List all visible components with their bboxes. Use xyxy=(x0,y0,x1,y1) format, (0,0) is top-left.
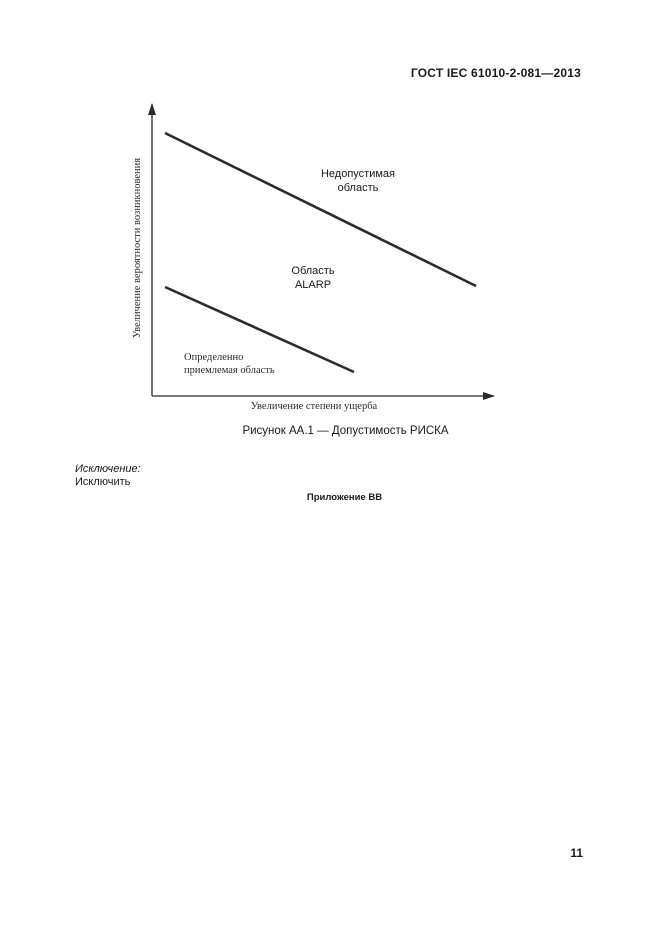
region-unacceptable-line1: Недопустимая xyxy=(320,168,396,180)
page-number: 11 xyxy=(570,846,583,860)
note-title: Исключение: xyxy=(75,463,141,475)
document-standard-id: ГОСТ IEC 61010-2-081—2013 xyxy=(410,66,581,80)
note-body: Исключить xyxy=(75,476,131,488)
figure-caption: Рисунок АА.1 — Допустимость РИСКА xyxy=(242,425,449,437)
region-alarp-line1: Область xyxy=(291,265,335,277)
region-acceptable-line1: Определенно xyxy=(184,352,244,363)
annex-title: Приложение ВВ xyxy=(306,492,383,503)
region-alarp-line2: ALARP xyxy=(294,279,332,291)
y-axis-label: Увеличение вероятности возникновения xyxy=(132,157,143,339)
upper-boundary-line xyxy=(165,133,476,286)
region-unacceptable-line2: область xyxy=(337,182,379,194)
risk-diagram xyxy=(0,0,661,420)
x-axis-label: Увеличение степени ущерба xyxy=(250,401,378,412)
region-acceptable-line2: приемлемая область xyxy=(184,365,275,376)
